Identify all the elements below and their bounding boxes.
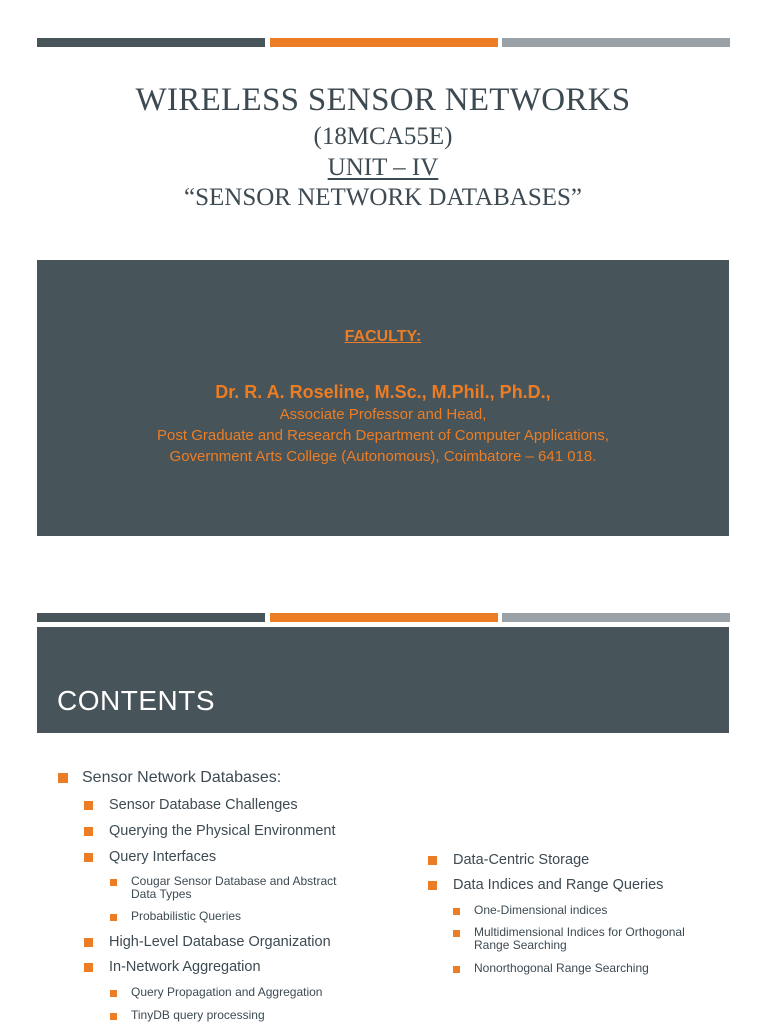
list-item-label: TinyDB query processing [131, 1008, 265, 1022]
list-item-label: Multidimensional Indices for Orthogonal Range Searching [474, 925, 685, 952]
list-item-label: Sensor Network Databases: [82, 769, 282, 786]
contents-header [37, 627, 729, 733]
list-item-label: Probabilistic Queries [131, 909, 242, 923]
top-bar-grey [502, 38, 730, 47]
list-item [84, 958, 261, 977]
contents-title: CONTENTS [57, 685, 215, 716]
list-item-label: One-Dimensional indices [474, 903, 608, 917]
slide-title: WIRELESS SENSOR NETWORKS [135, 82, 631, 118]
list-item [110, 986, 322, 999]
slide2-bar-grey [502, 613, 730, 622]
bullet-square-icon [453, 966, 460, 973]
list-item-label: Nonorthogonal Range Searching [474, 961, 649, 975]
faculty-name: Dr. R. A. Roseline, M.Sc., M.Phil., Ph.D., [215, 382, 551, 402]
top-bar-orange [270, 38, 498, 47]
bullet-square-icon [84, 963, 93, 972]
bullet-square-icon [110, 879, 117, 886]
list-item-label: Data Indices and Range Queries [453, 877, 664, 893]
bullet-square-icon [84, 938, 93, 947]
bullet-square-icon [428, 881, 437, 890]
bullet-square-icon [58, 773, 68, 783]
bullet-square-icon [453, 930, 460, 937]
list-item [84, 933, 331, 952]
bullet-square-icon [84, 827, 93, 836]
list-item [84, 822, 335, 841]
list-item [428, 851, 589, 870]
slide2-bar-orange [270, 613, 498, 622]
list-item-label: Query Interfaces [109, 849, 217, 865]
faculty-label: FACULTY: [344, 328, 422, 345]
course-code: (18MCA55E) [313, 123, 453, 150]
faculty-panel [37, 260, 729, 536]
list-item [453, 904, 607, 917]
bullet-square-icon [110, 1013, 117, 1020]
list-item [84, 848, 216, 867]
list-item [453, 926, 723, 952]
bullet-square-icon [453, 908, 460, 915]
list-item [58, 768, 281, 788]
list-item [453, 962, 649, 975]
unit-label: UNIT – IV [327, 154, 439, 181]
bullet-square-icon [110, 914, 117, 921]
list-item [110, 1009, 265, 1022]
list-item-label: Data-Centric Storage [453, 852, 590, 868]
list-item [110, 910, 241, 923]
list-item [84, 796, 298, 815]
faculty-designation: Associate Professor and Head, [279, 406, 487, 423]
list-item [110, 875, 360, 901]
slide2-bar-dark [37, 613, 265, 622]
list-item-label: Cougar Sensor Database and Abstract Data Types [131, 874, 337, 901]
list-item-label: Sensor Database Challenges [109, 797, 298, 813]
bullet-square-icon [110, 990, 117, 997]
topic-title: “SENSOR NETWORK DATABASES” [184, 184, 582, 211]
list-item-label: Querying the Physical Environment [109, 823, 336, 839]
list-item-label: Query Propagation and Aggregation [131, 985, 323, 999]
top-bar-dark [37, 38, 265, 47]
faculty-department: Post Graduate and Research Department of Computer Applications, [157, 427, 609, 444]
bullet-square-icon [84, 801, 93, 810]
list-item [428, 876, 663, 895]
faculty-college: Government Arts College (Autonomous), Coimbatore – 641 018. [169, 448, 597, 465]
list-item-label: High-Level Database Organization [109, 934, 331, 950]
bullet-square-icon [428, 856, 437, 865]
bullet-square-icon [84, 853, 93, 862]
list-item-label: In-Network Aggregation [109, 959, 261, 975]
